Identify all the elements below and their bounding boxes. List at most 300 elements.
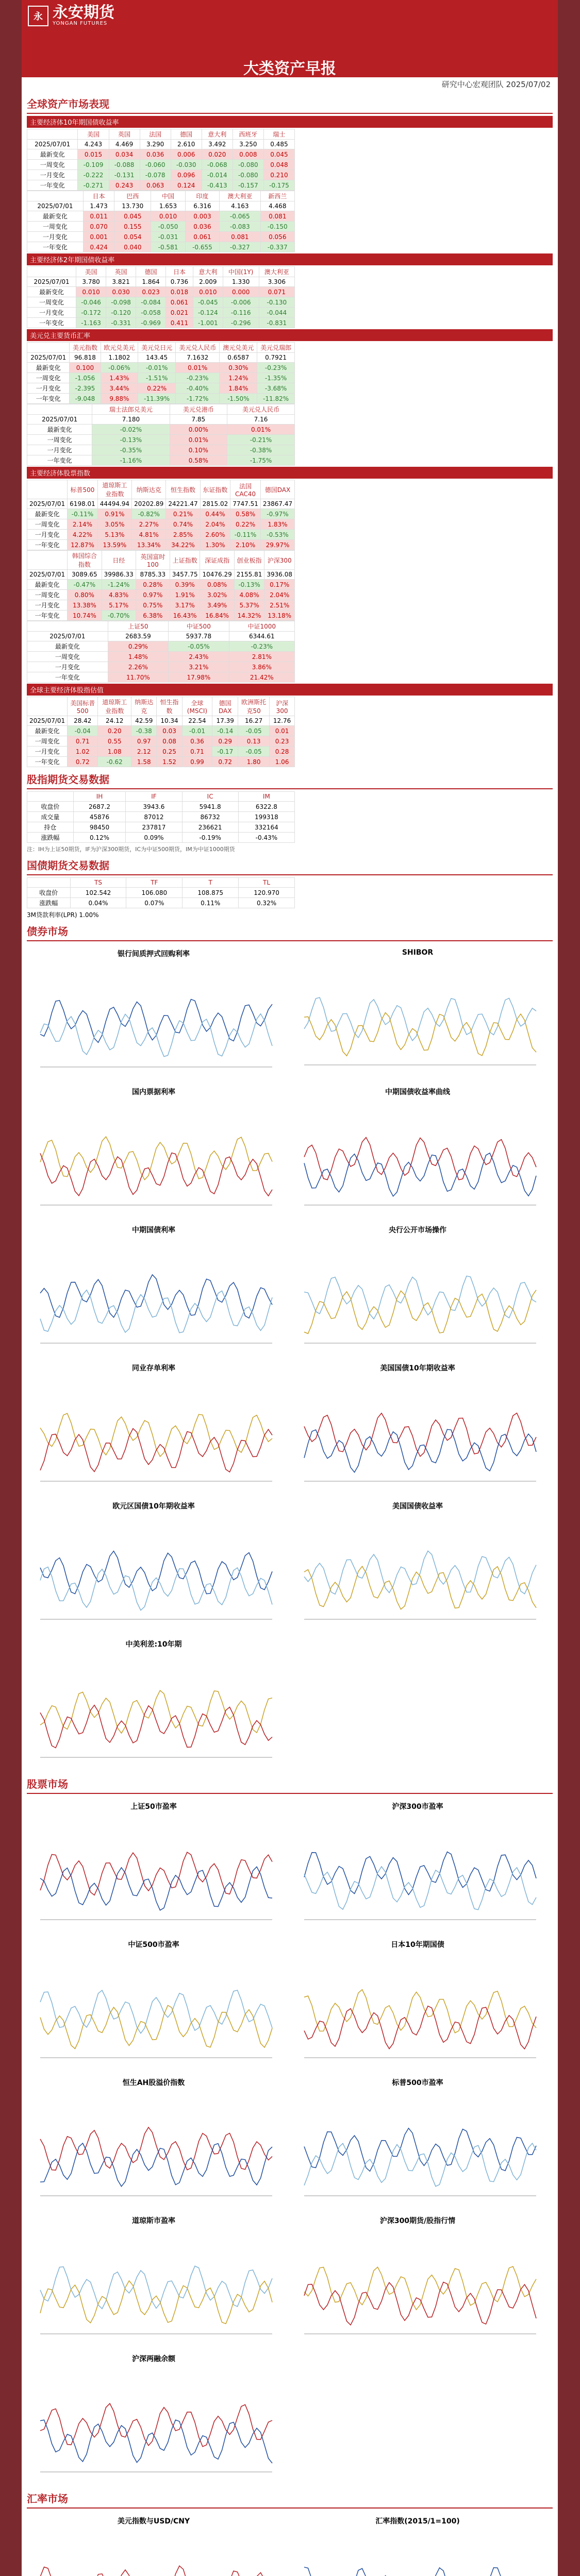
line-chart xyxy=(25,1222,283,1355)
cell-value: -0.271 xyxy=(78,180,109,191)
cell-value: -0.23% xyxy=(176,373,220,383)
table-row xyxy=(27,394,295,404)
cell-value: 0.010 xyxy=(151,211,185,222)
table-row xyxy=(27,232,295,242)
cell-value: -0.969 xyxy=(136,318,166,328)
row-label: 一月变化 xyxy=(27,445,92,455)
line-chart xyxy=(25,1936,283,2070)
table-row xyxy=(27,641,295,652)
cell-value: 5937.78 xyxy=(169,632,229,641)
table-row xyxy=(27,736,295,747)
row-label: 一周变化 xyxy=(27,222,84,232)
chart-title: 汇率指数(2015/1=100) xyxy=(375,2517,460,2526)
cell-value: -0.11% xyxy=(68,509,98,519)
cell-value: -0.581 xyxy=(151,242,185,252)
cell-value: 0.08 xyxy=(157,736,182,747)
cell-value: 0.021 xyxy=(166,308,193,318)
chart-title: 国内票据利率 xyxy=(132,1088,175,1096)
chart-title: 美国国债收益率 xyxy=(392,1502,443,1511)
cell-value: -0.120 xyxy=(106,308,136,318)
column-header: 恒生指数 xyxy=(166,480,200,499)
cell-value: 0.25 xyxy=(157,747,182,757)
line-chart xyxy=(289,2074,546,2208)
cell-value: -1.163 xyxy=(76,318,106,328)
cell-value: 0.36 xyxy=(182,736,212,747)
cell-value: 0.13 xyxy=(238,736,270,747)
line-chart xyxy=(25,1083,283,1217)
table-row xyxy=(27,363,295,373)
cell-value: 2.85% xyxy=(166,530,200,540)
chart-plot xyxy=(25,1649,283,1768)
cell-value: 0.03 xyxy=(157,726,182,736)
column-header: 道琼斯工业指数 xyxy=(97,480,131,499)
report-title: 大类资产早报 xyxy=(243,60,336,78)
line-chart xyxy=(25,1636,283,1770)
cell-value: 14.32% xyxy=(234,611,264,621)
column-header: 西班牙 xyxy=(233,129,263,140)
table-row xyxy=(27,318,295,328)
cell-value: 12.87% xyxy=(68,540,98,550)
chart-title: 中期国债利率 xyxy=(132,1226,175,1234)
table-row xyxy=(27,632,295,641)
cell-value: -0.02% xyxy=(92,425,170,435)
chart-title: 美国国债10年期收益率 xyxy=(380,1364,455,1372)
cell-value: 13.59% xyxy=(97,540,131,550)
column-header xyxy=(27,129,78,140)
table-row xyxy=(27,180,295,191)
series-line xyxy=(304,2143,536,2187)
cell-value: -2.395 xyxy=(70,383,101,394)
row-label: 一周变化 xyxy=(27,373,70,383)
table5-table xyxy=(27,404,295,466)
cell-value: 0.71 xyxy=(68,736,98,747)
series-line xyxy=(40,1137,272,1180)
chart-grid-bond xyxy=(22,943,558,1772)
chart-plot xyxy=(25,2364,283,2482)
cell-value: 1.83% xyxy=(260,519,294,530)
line-chart xyxy=(289,1936,546,2070)
table-row xyxy=(27,611,295,621)
chart-title: 恒生AH股溢价指数 xyxy=(122,2079,185,2087)
cell-value: 0.023 xyxy=(136,287,166,297)
column-header: 美国 xyxy=(78,129,109,140)
series-line xyxy=(304,1013,536,1056)
table8-table xyxy=(27,621,295,683)
cell-value: 0.07% xyxy=(126,898,183,908)
cell-value: 2.009 xyxy=(193,277,223,287)
column-header: 全球(MSCI) xyxy=(182,697,212,716)
cell-value: 0.04% xyxy=(70,898,126,908)
cell-value: -0.23% xyxy=(257,363,295,373)
cell-value: 86732 xyxy=(182,812,238,822)
chart-plot xyxy=(25,1811,283,1930)
cell-value: -0.70% xyxy=(102,611,136,621)
cell-value: 2.04% xyxy=(200,519,230,530)
chart-plot xyxy=(25,1511,283,1630)
cell-value: -0.13% xyxy=(92,435,170,445)
cell-value: 0.91% xyxy=(97,509,131,519)
cell-value: -0.47% xyxy=(68,580,102,590)
column-header xyxy=(27,551,68,570)
cell-value: 1.48% xyxy=(108,652,168,662)
series-line xyxy=(40,1705,272,1748)
row-label: 2025/07/01 xyxy=(27,570,68,580)
chart-plot xyxy=(289,1373,546,1492)
column-header: 沪深300 xyxy=(264,551,295,570)
cell-value: 1.84% xyxy=(220,383,257,394)
cell-value: -0.11% xyxy=(230,530,261,540)
cell-value: 44494.94 xyxy=(97,499,131,509)
cell-value: -11.82% xyxy=(257,394,295,404)
line-chart xyxy=(25,2513,283,2576)
cell-value: -0.19% xyxy=(182,833,238,843)
cell-value: 6.38% xyxy=(136,611,170,621)
column-header: 日经 xyxy=(102,551,136,570)
series-line xyxy=(304,1138,536,1180)
cell-value: -1.72% xyxy=(176,394,220,404)
column-header: 瑞士法郎兑美元 xyxy=(92,404,170,415)
table-row xyxy=(27,455,295,466)
cell-value: -0.078 xyxy=(140,170,171,180)
cell-value: 3.17% xyxy=(170,600,200,611)
column-header xyxy=(27,697,68,716)
column-header: 澳元兑美元 xyxy=(220,343,257,353)
chart-plot xyxy=(25,1097,283,1215)
cell-value: -0.050 xyxy=(151,222,185,232)
cell-value: 28.42 xyxy=(68,716,98,726)
cell-value: 10.34 xyxy=(157,716,182,726)
table-bar: 美元兑主要货币汇率 xyxy=(27,329,553,341)
cell-value: -9.048 xyxy=(70,394,101,404)
cell-value: 0.17% xyxy=(264,580,295,590)
table-row xyxy=(27,888,295,898)
cell-value: -0.38% xyxy=(227,445,295,455)
cell-value: 2.12 xyxy=(131,747,157,757)
cell-value: 4.81% xyxy=(132,530,166,540)
cell-value: 4.243 xyxy=(78,140,109,149)
cell-value: 2.27% xyxy=(132,519,166,530)
row-label: 2025/07/01 xyxy=(27,140,78,149)
cell-value: -1.50% xyxy=(220,394,257,404)
column-header: 中证500 xyxy=(169,621,229,632)
cell-value: 0.80% xyxy=(68,590,102,600)
line-chart xyxy=(289,1798,546,1932)
line-chart xyxy=(25,2350,283,2484)
chart-plot xyxy=(25,2226,283,2344)
cell-value: 1.330 xyxy=(223,277,259,287)
row-label: 一周变化 xyxy=(27,297,76,308)
cell-value: 0.23 xyxy=(270,736,295,747)
cell-value: 0.243 xyxy=(109,180,140,191)
table-row xyxy=(27,160,295,170)
cell-value: 0.081 xyxy=(220,232,260,242)
cell-value: -0.17 xyxy=(212,747,238,757)
cell-value: 2.43% xyxy=(169,652,229,662)
cell-value: -0.044 xyxy=(259,308,294,318)
chart-title: 道琼斯市盈率 xyxy=(132,2217,175,2225)
series-line xyxy=(40,999,272,1043)
cell-value: -0.060 xyxy=(140,160,171,170)
series-line xyxy=(304,1290,536,1334)
table-row xyxy=(27,570,295,580)
cell-value: 0.01% xyxy=(170,435,227,445)
column-header: 德国DAX xyxy=(260,480,294,499)
table-row xyxy=(27,140,295,149)
cell-value: 0.97 xyxy=(131,736,157,747)
series-line xyxy=(304,1276,536,1319)
table-row xyxy=(27,662,295,672)
chart-plot xyxy=(289,1097,546,1215)
cell-value: 3.821 xyxy=(106,277,136,287)
table-row xyxy=(27,716,295,726)
cell-value: 0.75% xyxy=(136,600,170,611)
cell-value: 1.91% xyxy=(170,590,200,600)
column-header: IC xyxy=(182,792,238,802)
series-line xyxy=(40,1852,272,1895)
cell-value: 13.38% xyxy=(68,600,102,611)
cell-value: 0.015 xyxy=(78,149,109,160)
cell-value: -0.40% xyxy=(176,383,220,394)
cell-value: 0.12% xyxy=(73,833,126,843)
cell-value: 0.99 xyxy=(182,757,212,767)
cell-value: 3.44% xyxy=(101,383,138,394)
cell-value: 1.24% xyxy=(220,373,257,383)
lpr-row: 3M贷款利率(LPR) 1.00% xyxy=(27,911,99,919)
cell-value: -1.35% xyxy=(257,373,295,383)
cell-value: 0.003 xyxy=(185,211,219,222)
cell-value: 7.85 xyxy=(170,415,227,425)
section-title-bond-futures: 国债期货交易数据 xyxy=(27,855,553,875)
row-label: 2025/07/01 xyxy=(27,716,68,726)
cell-value: 0.210 xyxy=(263,170,294,180)
column-header: 美元兑瑞郎 xyxy=(257,343,295,353)
cell-value: -0.82% xyxy=(132,509,166,519)
column-header: 英国 xyxy=(106,267,136,277)
logo-name-en: YONGAN FUTURES xyxy=(53,21,108,26)
column-header: 道琼斯工业指数 xyxy=(98,697,131,716)
cell-value: 1.58 xyxy=(131,757,157,767)
column-header: 意大利 xyxy=(193,267,223,277)
cell-value: 98450 xyxy=(73,822,126,833)
chart-title: 日本10年期国债 xyxy=(391,1941,444,1949)
row-label: 成交量 xyxy=(27,812,74,822)
column-header: 纳斯达克 xyxy=(132,480,166,499)
cell-value: 10476.29 xyxy=(200,570,234,580)
table-row xyxy=(27,802,295,812)
column-header xyxy=(27,343,70,353)
cell-value: -0.23% xyxy=(229,641,294,652)
cell-value: 0.001 xyxy=(83,232,114,242)
cell-value: 0.018 xyxy=(166,287,193,297)
chart-plot xyxy=(289,1511,546,1630)
row-label: 收盘价 xyxy=(27,888,71,898)
cell-value: 17.98% xyxy=(169,672,229,683)
cell-value: 199318 xyxy=(238,812,294,822)
cell-value: 1.30% xyxy=(200,540,230,550)
row-label: 最新变化 xyxy=(27,641,108,652)
row-label: 收盘价 xyxy=(27,802,74,812)
cell-value: 0.11% xyxy=(183,898,239,908)
cell-value: 0.21% xyxy=(166,509,200,519)
cell-value: -1.16% xyxy=(92,455,170,466)
column-header: 欧洲斯托克50 xyxy=(238,697,270,716)
cell-value: 0.054 xyxy=(114,232,151,242)
cell-value: 4.22% xyxy=(68,530,98,540)
table-bar: 全球主要经济体股指估值 xyxy=(27,684,553,696)
row-label: 一年变化 xyxy=(27,394,70,404)
cell-value: -0.031 xyxy=(151,232,185,242)
row-label: 一周变化 xyxy=(27,160,78,170)
cell-value: 0.061 xyxy=(185,232,219,242)
cell-value: -0.109 xyxy=(78,160,109,170)
table-row xyxy=(27,672,295,683)
cell-value: 4.469 xyxy=(109,140,140,149)
table-row xyxy=(27,201,295,211)
row-label: 最新变化 xyxy=(27,580,68,590)
table-row xyxy=(27,277,295,287)
series-line xyxy=(40,1551,272,1594)
cell-value: 3089.65 xyxy=(68,570,102,580)
cell-value: -0.014 xyxy=(202,170,233,180)
cell-value: 0.100 xyxy=(70,363,101,373)
cell-value: 0.29 xyxy=(212,736,238,747)
section-title-stock-index-futures: 股指期货交易数据 xyxy=(27,769,553,789)
cell-value: 0.01% xyxy=(176,363,220,373)
cell-value: -0.124 xyxy=(193,308,223,318)
line-chart xyxy=(289,1360,546,1494)
table-row xyxy=(27,833,295,843)
table-row xyxy=(27,170,295,180)
cell-value: 1.1802 xyxy=(101,353,138,363)
column-header: 法国 xyxy=(140,129,171,140)
row-label: 一年变化 xyxy=(27,455,92,466)
row-label: 一周变化 xyxy=(27,435,92,445)
cell-value: 13.18% xyxy=(264,611,295,621)
row-label: 一年变化 xyxy=(27,757,68,767)
cell-value: 0.44% xyxy=(200,509,230,519)
chart-title: 美元指数与USD/CNY xyxy=(117,2517,190,2526)
cell-value: 6.316 xyxy=(185,201,219,211)
cell-value: 2.10% xyxy=(230,540,261,550)
cell-value: 0.32% xyxy=(239,898,295,908)
column-header: IF xyxy=(126,792,182,802)
column-header: 澳大利亚 xyxy=(259,267,294,277)
cell-value: 2.04% xyxy=(264,590,295,600)
cell-value: -0.337 xyxy=(260,242,294,252)
cell-value: -0.327 xyxy=(220,242,260,252)
chart-title: 欧元区国债10年期收益率 xyxy=(112,1502,195,1511)
cell-value: 3.306 xyxy=(259,277,294,287)
cell-value: 16.43% xyxy=(170,611,200,621)
row-label: 一周变化 xyxy=(27,736,68,747)
column-header: 意大利 xyxy=(202,129,233,140)
cell-value: 16.84% xyxy=(200,611,234,621)
cell-value: 5.13% xyxy=(97,530,131,540)
cell-value: 143.45 xyxy=(138,353,176,363)
row-label: 2025/07/01 xyxy=(27,201,84,211)
table-row xyxy=(27,353,295,363)
table-row xyxy=(27,898,295,908)
column-header: 上证指数 xyxy=(170,551,200,570)
table-row xyxy=(27,149,295,160)
cell-value: 0.020 xyxy=(202,149,233,160)
cell-value: 0.030 xyxy=(106,287,136,297)
cell-value: 0.081 xyxy=(260,211,294,222)
cell-value: 0.056 xyxy=(260,232,294,242)
cell-value: 3943.6 xyxy=(126,802,182,812)
row-label: 一周变化 xyxy=(27,590,68,600)
cell-value: 11.70% xyxy=(108,672,168,683)
cell-value: 0.22% xyxy=(138,383,176,394)
cell-value: 4.08% xyxy=(234,590,264,600)
cell-value: 24.12 xyxy=(98,716,131,726)
cell-value: -0.080 xyxy=(233,170,263,180)
cell-value: -0.06% xyxy=(101,363,138,373)
row-label: 2025/07/01 xyxy=(27,499,68,509)
row-label: 一月变化 xyxy=(27,600,68,611)
cell-value: -0.05 xyxy=(238,726,270,736)
row-label: 一月变化 xyxy=(27,308,76,318)
cell-value: -1.001 xyxy=(193,318,223,328)
cell-value: 2155.81 xyxy=(234,570,264,580)
table-row xyxy=(27,652,295,662)
cell-value: 9.88% xyxy=(101,394,138,404)
series-line xyxy=(40,2005,272,2048)
series-line xyxy=(40,1153,272,1196)
line-chart xyxy=(25,1360,283,1494)
cell-value: -0.222 xyxy=(78,170,109,180)
cell-value: 1.06 xyxy=(270,757,295,767)
market-tables xyxy=(22,116,558,767)
table-row xyxy=(27,726,295,736)
row-label: 一年变化 xyxy=(27,672,108,683)
cell-value: 0.411 xyxy=(166,318,193,328)
cell-value: 5.17% xyxy=(102,600,136,611)
chart-plot xyxy=(289,957,546,1075)
column-header: 德国 xyxy=(171,129,202,140)
cell-value: 6344.61 xyxy=(229,632,294,641)
table-row xyxy=(27,308,295,318)
cell-value: 3.05% xyxy=(97,519,131,530)
cell-value: -0.172 xyxy=(76,308,106,318)
column-header: IH xyxy=(73,792,126,802)
table7-table xyxy=(27,550,295,621)
series-line xyxy=(40,2281,272,2324)
cell-value: -0.13% xyxy=(234,580,264,590)
row-label: 一年变化 xyxy=(27,242,84,252)
table-bar: 主要经济体股票指数 xyxy=(27,467,553,479)
column-header xyxy=(27,404,92,415)
column-header: 德国DAX xyxy=(212,697,238,716)
column-header: 欧元兑美元 xyxy=(101,343,138,353)
column-header: 恒生指数 xyxy=(157,697,182,716)
cell-value: -1.24% xyxy=(102,580,136,590)
row-label: 一月变化 xyxy=(27,662,108,672)
cell-value: 0.006 xyxy=(171,149,202,160)
row-label: 一周变化 xyxy=(27,519,68,530)
series-line xyxy=(40,1014,272,1057)
row-label: 最新变化 xyxy=(27,509,68,519)
bond-table-wrap xyxy=(22,877,558,919)
series-line xyxy=(304,2128,536,2172)
cell-value: 0.045 xyxy=(263,149,294,160)
table-row xyxy=(27,415,295,425)
section-title-global: 全球资产市场表现 xyxy=(27,94,553,114)
cell-value: 7.180 xyxy=(92,415,170,425)
futures-note: 注：IH为上证50期货，IF为沪深300期货，IC为中证500期货，IM为中证1000期货 xyxy=(27,846,235,853)
series-line xyxy=(304,1413,536,1456)
cell-value: 0.063 xyxy=(140,180,171,191)
